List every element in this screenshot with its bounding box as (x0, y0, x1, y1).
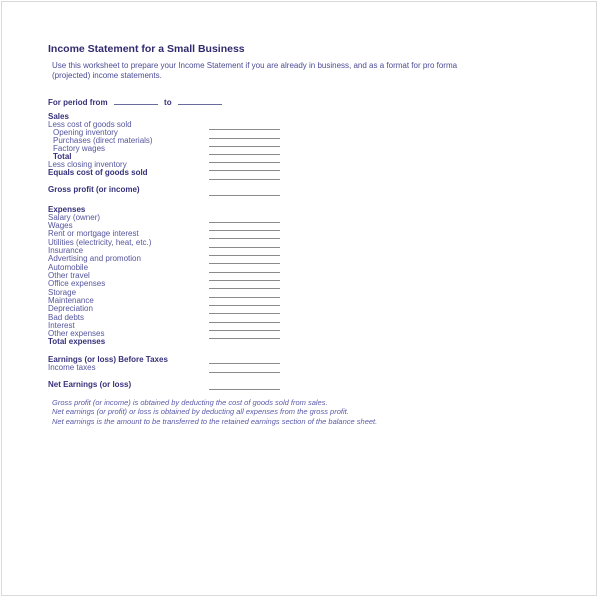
label-utilities: Utilities (electricity, heat, etc.) (48, 238, 152, 247)
field-line-other-expenses[interactable] (209, 338, 280, 339)
note-retained-earnings: Net earnings is the amount to be transferred to the retained earnings section of the balance sheet. (52, 417, 378, 426)
period-to-field[interactable] (178, 96, 222, 105)
field-line-net-earnings[interactable] (209, 389, 280, 390)
label-net-earnings: Net Earnings (or loss) (48, 380, 132, 389)
label-maintenance: Maintenance (48, 296, 94, 305)
label-bad-debts: Bad debts (48, 313, 85, 322)
field-line-maintenance[interactable] (209, 305, 280, 306)
field-line-income-taxes[interactable] (209, 372, 280, 373)
field-line-depreciation[interactable] (209, 313, 280, 314)
field-line-purchases[interactable] (209, 146, 280, 147)
label-depreciation: Depreciation (48, 304, 93, 313)
field-line-closing-inventory[interactable] (209, 170, 280, 171)
label-total: Total (53, 152, 72, 161)
field-line-wages[interactable] (209, 230, 280, 231)
label-sales: Sales (48, 112, 69, 121)
label-interest: Interest (48, 321, 75, 330)
label-total-expenses: Total expenses (48, 337, 106, 346)
label-gross-profit: Gross profit (or income) (48, 185, 140, 194)
period-from-label: For period from (48, 98, 108, 107)
field-line-other-travel[interactable] (209, 280, 280, 281)
field-line-insurance[interactable] (209, 255, 280, 256)
document-title: Income Statement for a Small Business (48, 43, 245, 55)
period-row (48, 96, 226, 107)
label-rent: Rent or mortgage interest (48, 229, 139, 238)
note-net-earnings-calc: Net earnings (or profit) or loss is obtained by deducting all expenses from the gross profit. (52, 407, 349, 416)
label-opening-inventory: Opening inventory (53, 128, 118, 137)
field-line-advertising[interactable] (209, 263, 280, 264)
field-line-gross-profit[interactable] (209, 195, 280, 196)
field-line-earnings-before-taxes[interactable] (209, 363, 280, 364)
field-line-rent[interactable] (209, 238, 280, 239)
label-advertising: Advertising and promotion (48, 254, 141, 263)
field-line-interest[interactable] (209, 330, 280, 331)
label-equals-cogs: Equals cost of goods sold (48, 168, 148, 177)
label-automobile: Automobile (48, 263, 89, 272)
label-insurance: Insurance (48, 246, 84, 255)
label-less-cogs: Less cost of goods sold (48, 120, 132, 129)
field-line-bad-debts[interactable] (209, 322, 280, 323)
field-line-opening-inventory[interactable] (209, 138, 280, 139)
label-less-closing-inventory: Less closing inventory (48, 160, 127, 169)
field-line-sales[interactable] (209, 129, 280, 130)
label-other-expenses: Other expenses (48, 329, 105, 338)
field-line-utilities[interactable] (209, 247, 280, 248)
label-expenses: Expenses (48, 205, 86, 214)
field-line-total[interactable] (209, 162, 280, 163)
label-other-travel: Other travel (48, 271, 90, 280)
note-gross-profit: Gross profit (or income) is obtained by deducting the cost of goods sold from sales. (52, 398, 328, 407)
label-factory-wages: Factory wages (53, 144, 106, 153)
label-income-taxes: Income taxes (48, 363, 96, 372)
label-salary-owner: Salary (owner) (48, 213, 101, 222)
label-storage: Storage (48, 288, 77, 297)
label-earnings-before-taxes: Earnings (or loss) Before Taxes (48, 355, 168, 364)
field-line-cogs[interactable] (209, 179, 280, 180)
intro-text: Use this worksheet to prepare your Income Statement if you are already in business, and as a format for pro forma (projected) income statements. (52, 61, 458, 80)
label-purchases: Purchases (direct materials) (53, 136, 153, 145)
field-line-storage[interactable] (209, 297, 280, 298)
field-line-office-expenses[interactable] (209, 288, 280, 289)
period-from-field[interactable] (114, 96, 158, 105)
period-to-label: to (164, 98, 172, 107)
label-office-expenses: Office expenses (48, 279, 106, 288)
label-wages: Wages (48, 221, 73, 230)
field-line-salary[interactable] (209, 222, 280, 223)
field-line-automobile[interactable] (209, 272, 280, 273)
field-line-factory-wages[interactable] (209, 154, 280, 155)
